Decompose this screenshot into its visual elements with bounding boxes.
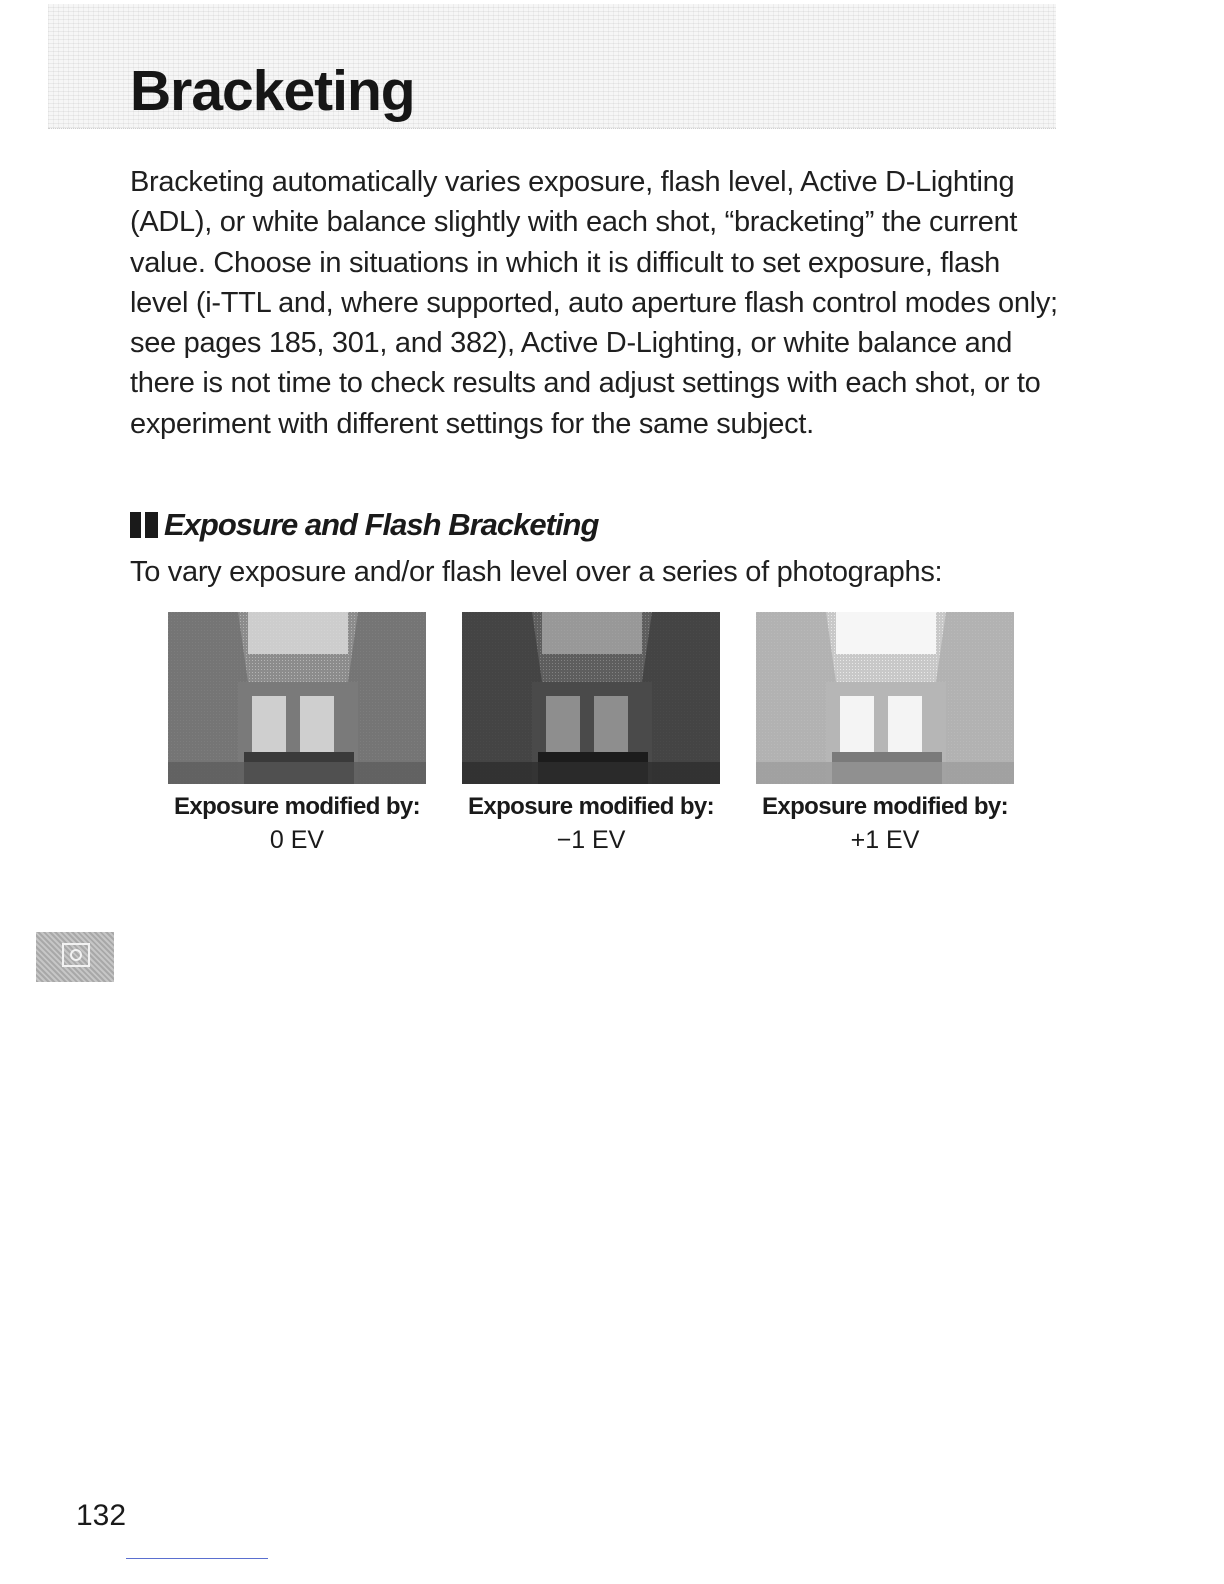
figure-0ev: [150, 612, 444, 858]
page-number: 132: [76, 1499, 127, 1532]
footer-rule: [126, 1558, 268, 1559]
exposure-mode-icon: [62, 943, 90, 967]
figure-plus1ev: [738, 612, 1032, 858]
photo-plus1ev: [756, 612, 1014, 784]
section-heading: [130, 505, 598, 545]
caption-value-0ev: 0 EV: [269, 826, 325, 854]
caption-label-plus1ev: Exposure modified by:: [761, 793, 1009, 820]
intro-paragraph: Bracketing automatically varies exposure, flash level, Active D-Lighting (ADL), or white balance slightly with each shot, “bracketing” the current value. Choose in situations in which it is difficult to set exposure, flash level (i-TTL and, where supported, auto aperture flash control modes only; see pages 185, 301, and 382), Active D-Lighting, or white balance and there is not time to check results and adjust settings with each shot, or to experiment with different settings for the same subject.: [130, 166, 1058, 440]
page-title: Bracketing: [130, 59, 415, 123]
photo-0ev: [168, 612, 426, 784]
section-heading-text: Exposure and Flash Bracketing: [164, 507, 599, 542]
figure-minus1ev: [444, 612, 738, 858]
caption-value-minus1ev: −1 EV: [556, 826, 626, 854]
section-marker-icon: [130, 512, 158, 538]
section-lead: To vary exposure and/or flash level over a series of photographs:: [130, 556, 943, 588]
caption-label-minus1ev: Exposure modified by:: [467, 793, 715, 820]
caption-label-0ev: Exposure modified by:: [173, 793, 421, 820]
photo-minus1ev: [462, 612, 720, 784]
chapter-tab: [36, 932, 114, 982]
caption-value-plus1ev: +1 EV: [850, 826, 920, 854]
